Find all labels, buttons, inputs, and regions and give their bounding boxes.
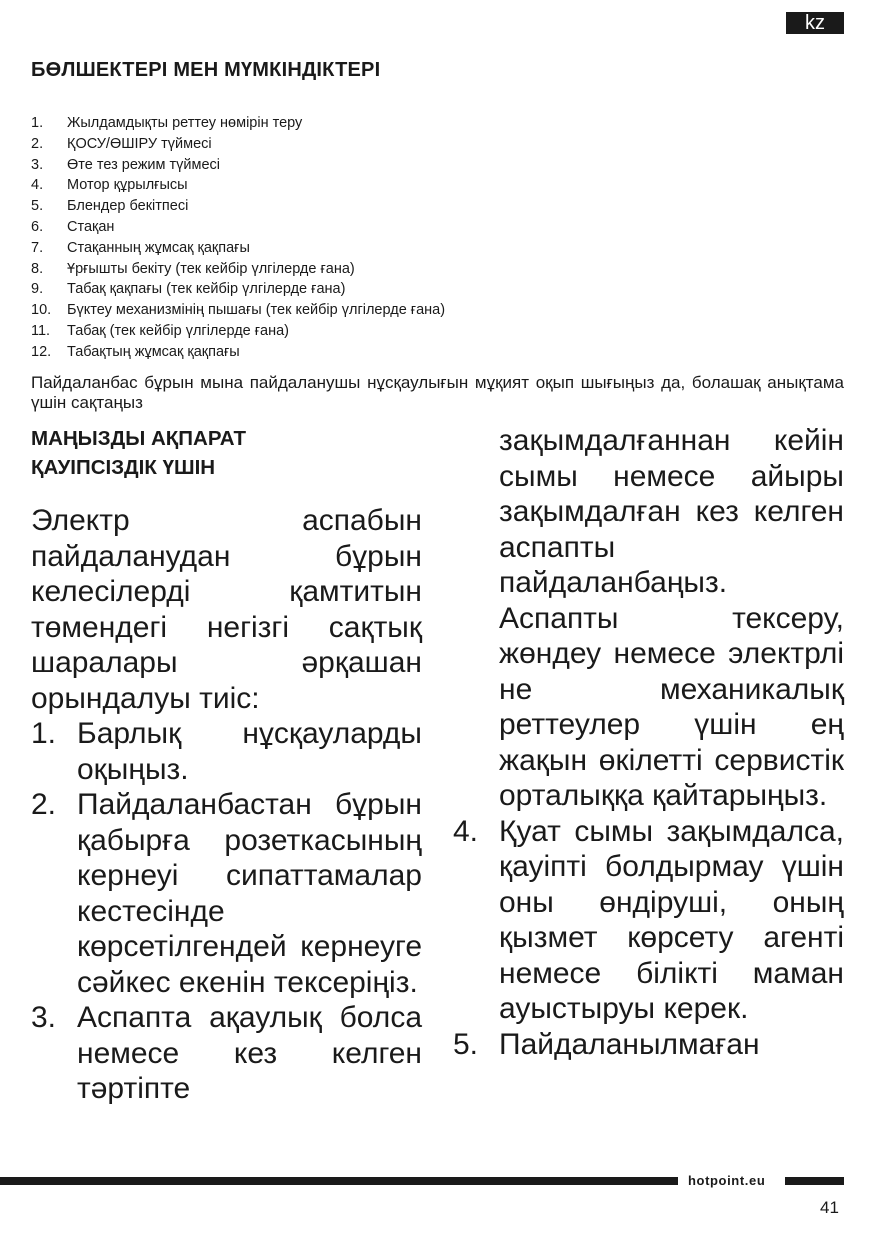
list-item (31, 196, 445, 217)
list-item (31, 238, 445, 259)
page-number: 41 (820, 1198, 839, 1217)
safety-item-text: Пайдаланбастан бұрын қабырға розеткасының кернеуі сипаттамалар кестесінде көрсетілгендей кернеуге сәйкес екенін тексеріңіз. (77, 788, 422, 999)
safety-heading-line-2: ҚАУІПСІЗДІК ҮШІН (31, 456, 216, 479)
list-item-text: Стақанның жұмсақ қақпағы (67, 239, 250, 256)
brand-footer: hotpoint.eu (688, 1173, 766, 1188)
list-item (31, 175, 445, 196)
safety-item-text: Қуат сымы зақымдалса, қауіпті болдырмау үшін оны өндіруші, оның қызмет көрсету агенті немесе білікті маман ауыстыруы керек. (499, 814, 844, 1025)
safety-heading (31, 424, 246, 482)
list-item (31, 155, 445, 176)
list-item-text: Ұрғышты бекіту (тек кейбір үлгілерде ғана) (67, 260, 355, 277)
list-item (31, 342, 445, 363)
list-item-text: Блендер бекітпесі (67, 198, 189, 215)
safety-item-text: Пайдаланылмаған (499, 1027, 760, 1061)
safety-lead-paragraph: Электр аспабын пайдаланудан бұрын келесілерді қамтитын төмендегі негізгі сақтық шаралары әрқашан орындалуы тиіс: (31, 504, 422, 715)
safety-item (31, 716, 422, 787)
list-item-number: 7. (31, 239, 44, 256)
safety-item (453, 814, 844, 1027)
safety-item-text: Аспапта ақаулық болса немесе кез келген тәртіпте (77, 1001, 422, 1105)
list-item (31, 321, 445, 342)
list-item-number: 11. (31, 322, 51, 339)
safety-heading-line-1: МАҢЫЗДЫ АҚПАРАТ (31, 427, 246, 450)
safety-item-text: Барлық нұсқауларды оқыңыз. (77, 717, 422, 786)
language-badge: kz (786, 12, 844, 34)
list-item (31, 300, 445, 321)
list-item-text: Табақтың жұмсақ қақпағы (67, 343, 240, 360)
list-item-number: 5. (31, 198, 44, 215)
list-item-number: 10. (31, 302, 52, 319)
list-item-number: 1. (31, 115, 44, 131)
safety-item-number: 2. (31, 788, 57, 821)
list-item-text: Бүктеу механизмінің пышағы (тек кейбір үлгілерде ғана) (67, 302, 446, 319)
safety-item-number: 5. (453, 1027, 479, 1061)
safety-item-number: 1. (31, 717, 57, 750)
list-item-text: ҚОСУ/ӨШІРУ түймесі (67, 135, 212, 152)
list-item-text: Стақан (67, 218, 115, 235)
list-item-text: Мотор құрылғысы (67, 177, 188, 194)
list-item (31, 134, 445, 155)
safety-item-number: 4. (453, 814, 479, 848)
list-item-number: 12. (31, 343, 52, 360)
safety-item (31, 1000, 422, 1107)
left-column (31, 503, 422, 1107)
list-item-number: 4. (31, 177, 44, 194)
safety-item-number: 3. (31, 1001, 57, 1034)
parts-list (31, 113, 445, 363)
footer-rule-left (0, 1177, 678, 1185)
list-item (31, 217, 445, 238)
list-item (31, 113, 445, 134)
safety-item-continuation: зақымдалғаннан кейін сымы немесе айыры зақымдалған кез келген аспапты пайдаланбаңыз. Аспапты тексеру, жөндеу немесе электрлі не механикалық реттеулер үшін ең жақын өкілетті сервистік орталыққа қайтарыңыз. (499, 424, 844, 812)
safety-item (31, 787, 422, 1000)
safety-item (453, 1027, 844, 1063)
list-item-number: 3. (31, 156, 44, 173)
list-item (31, 259, 445, 280)
list-item-number: 8. (31, 260, 44, 277)
intro-paragraph: Пайдаланбас бұрын мына пайдаланушы нұсқаулығын мұқият оқып шығыңыз да, болашақ анықтама үшін сақтаңыз (31, 373, 844, 412)
list-item-text: Өте тез режим түймесі (67, 156, 221, 173)
section-title: БӨЛШЕКТЕРІ МЕН МҮМКІНДІКТЕРІ (31, 59, 381, 81)
right-column (453, 423, 844, 1062)
footer-rule-right (785, 1177, 844, 1185)
list-item-number: 6. (31, 218, 44, 235)
list-item-text: Табақ қақпағы (тек кейбір үлгілерде ғана) (67, 281, 346, 298)
list-item (31, 279, 445, 300)
list-item-number: 2. (31, 135, 44, 152)
list-item-text: Табақ (тек кейбір үлгілерде ғана) (67, 322, 289, 339)
list-item-text: Жылдамдықты реттеу нөмірін теру (67, 115, 303, 131)
list-item-number: 9. (31, 281, 44, 298)
